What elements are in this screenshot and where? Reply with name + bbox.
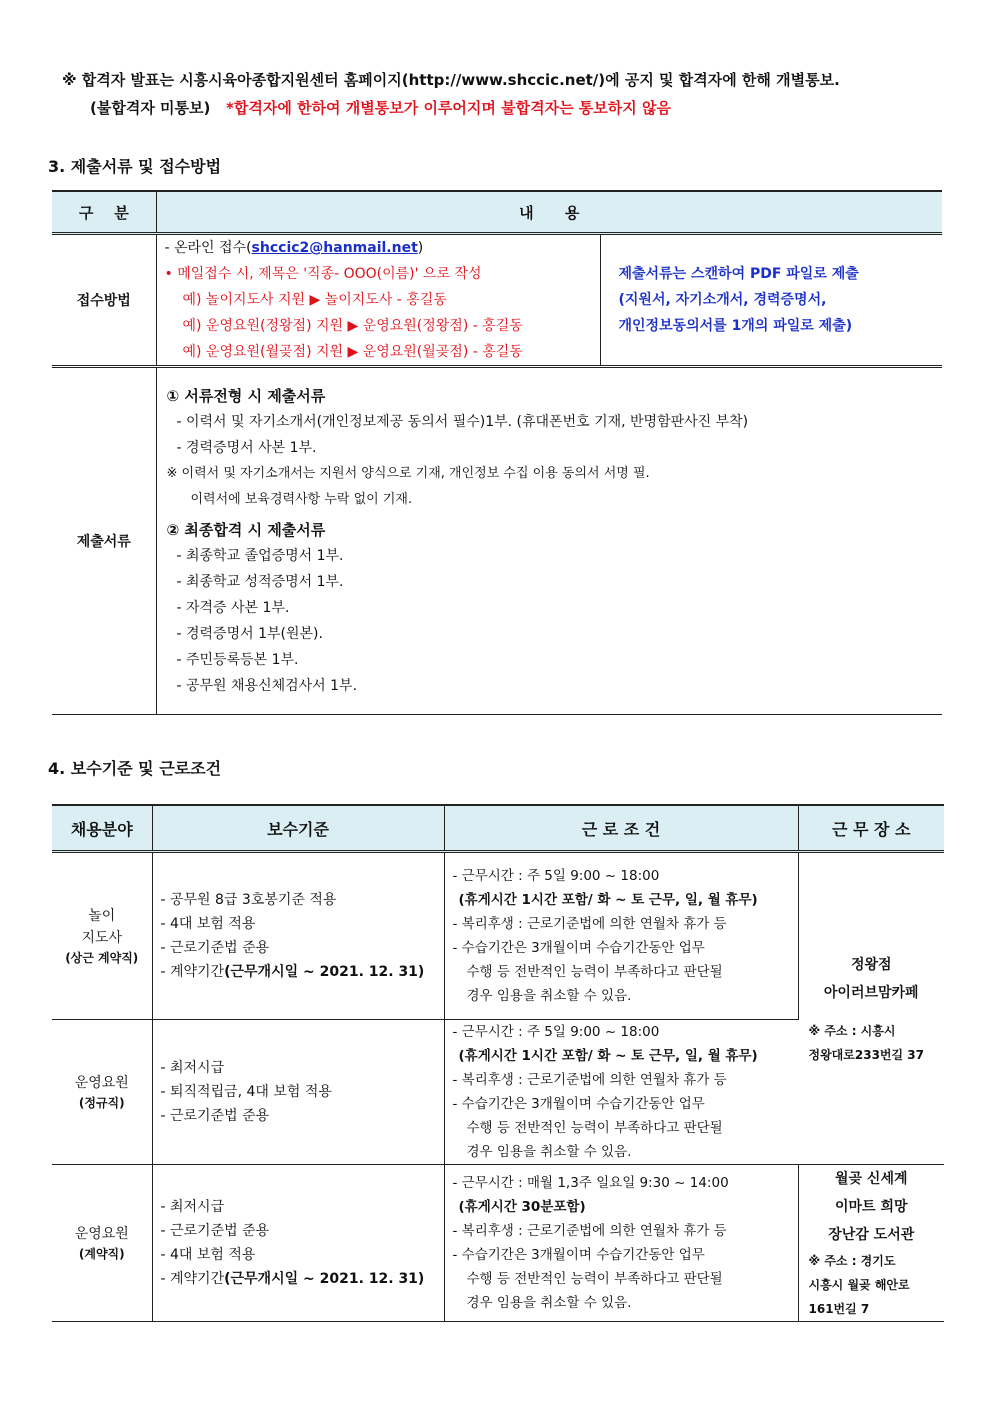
condition-item: - 수습기간은 3개월이며 수습기간동안 업무 bbox=[452, 1247, 705, 1263]
header-conditions: 근 로 조 건 bbox=[444, 805, 798, 852]
method-details bbox=[156, 234, 600, 367]
role-cell bbox=[52, 852, 152, 1020]
location-address: ※ 주소 : 경기도 bbox=[808, 1254, 896, 1268]
pay-item bbox=[153, 960, 444, 984]
location-name: 정왕점 bbox=[850, 956, 892, 973]
header-category: 구 분 bbox=[52, 191, 156, 234]
role-type: (계약직) bbox=[78, 1247, 125, 1261]
contract-label: - 계약기간 bbox=[160, 964, 225, 980]
stage1-item: - 이력서 및 자기소개서(개인정보제공 동의서 필수)1부. (휴대폰번호 기재, 반명함판사진 부착) bbox=[176, 414, 749, 430]
conditions-cell bbox=[444, 1165, 798, 1322]
location-name: 이마트 희망 bbox=[835, 1199, 908, 1215]
pay-item: - 근로기준법 준용 bbox=[160, 1108, 270, 1124]
email-link[interactable]: shccic2@hanmail.net bbox=[251, 240, 418, 256]
stage2-item: - 자격증 사본 1부. bbox=[176, 600, 290, 616]
note-line: 개인정보동의서를 1개의 파일로 제출) bbox=[618, 318, 853, 334]
location-name: 아이러브맘카페 bbox=[823, 984, 919, 1001]
condition-item: - 복리후생 : 근로기준법에 의한 연월차 휴가 등 bbox=[452, 916, 727, 932]
online-suffix: ) bbox=[417, 240, 424, 256]
location-cell bbox=[798, 1165, 944, 1322]
pay-item: - 공무원 8급 3호봉기준 적용 bbox=[160, 892, 337, 908]
example-line: 예) 놀이지도사 지원 ▶ 놀이지도사 - 홍길동 bbox=[182, 292, 447, 308]
pay-item bbox=[153, 1267, 444, 1291]
mail-subject-rule: • 메일접수 시, 제목은 '직종- OOO(이름)' 으로 작성 bbox=[164, 266, 482, 282]
table-row bbox=[52, 852, 944, 1020]
pay-cell bbox=[152, 852, 444, 1020]
header-content: 내 용 bbox=[156, 191, 942, 234]
table-row bbox=[52, 1165, 944, 1322]
stage1-item: - 경력증명서 사본 1부. bbox=[176, 440, 317, 456]
condition-item: - 복리후생 : 근로기준법에 의한 연월차 휴가 등 bbox=[452, 1223, 727, 1239]
pay-item: - 최저시급 bbox=[160, 1060, 225, 1076]
conditions-table bbox=[52, 804, 944, 1322]
location-address: 161번길 7 bbox=[808, 1302, 870, 1316]
pay-item: - 근로기준법 준용 bbox=[160, 1223, 270, 1239]
work-hours: - 근무시간 : 주 5일 9:00 ~ 18:00 bbox=[452, 1024, 660, 1040]
work-hours: - 근무시간 : 매월 1,3주 일요일 9:30 ~ 14:00 bbox=[452, 1175, 729, 1191]
pay-item: - 퇴직적립금, 4대 보험 적용 bbox=[160, 1084, 332, 1100]
stage2-item: - 주민등록등본 1부. bbox=[176, 652, 299, 668]
work-hours: - 근무시간 : 주 5일 9:00 ~ 18:00 bbox=[452, 868, 660, 884]
role-cell bbox=[52, 1020, 152, 1165]
stage2-item: - 공무원 채용신체검사서 1부. bbox=[176, 678, 358, 694]
pay-cell bbox=[152, 1020, 444, 1165]
section-3-title: 3. 제출서류 및 접수방법 bbox=[48, 157, 222, 176]
stage1-title: ① 서류전형 시 제출서류 bbox=[166, 387, 326, 405]
condition-item: 경우 임용을 취소할 수 있음. bbox=[466, 1295, 632, 1311]
conditions-cell bbox=[444, 852, 798, 1020]
location-address: 정왕대로233번길 37 bbox=[808, 1047, 924, 1062]
pay-item: - 근로기준법 준용 bbox=[160, 940, 270, 956]
contract-period: (근무개시일 ~ 2021. 12. 31) bbox=[224, 1271, 425, 1287]
contract-period: (근무개시일 ~ 2021. 12. 31) bbox=[224, 964, 425, 980]
stage2-title: ② 최종합격 시 제출서류 bbox=[166, 521, 326, 539]
role-type: (상근 계약직) bbox=[65, 951, 139, 965]
location-cell bbox=[798, 852, 944, 1165]
announcement-notice bbox=[62, 66, 962, 122]
condition-item: 수행 등 전반적인 능력이 부족하다고 판단될 bbox=[466, 1120, 723, 1136]
method-note bbox=[600, 234, 942, 367]
break-time: (휴게시간 1시간 포함/ 화 ~ 토 근무, 일, 월 휴무) bbox=[458, 892, 758, 908]
break-time: (휴게시간 30분포함) bbox=[458, 1199, 586, 1215]
notice-line-1: ※ 합격자 발표는 시흥시육아종합지원센터 홈페이지(http://www.shccic.net/)에 공지 및 합격자에 한해 개별통보. bbox=[62, 71, 840, 89]
role-name: 운영요원 bbox=[74, 1075, 129, 1091]
role-type: (정규직) bbox=[78, 1096, 125, 1110]
online-submission bbox=[165, 235, 600, 261]
condition-item: 경우 임용을 취소할 수 있음. bbox=[466, 1144, 632, 1160]
location-name: 월곶 신세계 bbox=[835, 1171, 908, 1187]
note-line: (지원서, 자기소개서, 경력증명서, bbox=[618, 292, 827, 308]
condition-item: 수행 등 전반적인 능력이 부족하다고 판단될 bbox=[466, 964, 723, 980]
role-name: 운영요원 bbox=[74, 1226, 129, 1242]
example-line: 예) 운영요원(월곶점) 지원 ▶ 운영요원(월곶점) - 홍길동 bbox=[182, 344, 523, 360]
notice-no-notify: (불합격자 미통보) bbox=[90, 99, 211, 117]
condition-item: 수행 등 전반적인 능력이 부족하다고 판단될 bbox=[466, 1271, 723, 1287]
header-pay: 보수기준 bbox=[152, 805, 444, 852]
documents-label: 제출서류 bbox=[52, 367, 156, 715]
pay-cell bbox=[152, 1165, 444, 1322]
pay-item: - 4대 보험 적용 bbox=[160, 916, 256, 932]
role-cell bbox=[52, 1165, 152, 1322]
contract-label: - 계약기간 bbox=[160, 1271, 225, 1287]
pay-item: - 4대 보험 적용 bbox=[160, 1247, 256, 1263]
submission-table bbox=[52, 190, 942, 715]
role-name: 놀이 bbox=[88, 908, 116, 924]
conditions-cell bbox=[444, 1020, 798, 1165]
break-time: (휴게시간 1시간 포함/ 화 ~ 토 근무, 일, 월 휴무) bbox=[458, 1048, 758, 1064]
pay-item: - 최저시급 bbox=[160, 1199, 225, 1215]
header-field: 채용분야 bbox=[52, 805, 152, 852]
stage2-item: - 최종학교 졸업증명서 1부. bbox=[176, 548, 344, 564]
stage1-note: 이력서에 보육경력사항 누락 없이 기재. bbox=[190, 492, 413, 507]
condition-item: - 수습기간은 3개월이며 수습기간동안 업무 bbox=[452, 1096, 705, 1112]
example-line: 예) 운영요원(정왕점) 지원 ▶ 운영요원(정왕점) - 홍길동 bbox=[182, 318, 523, 334]
location-address: ※ 주소 : 시흥시 bbox=[808, 1023, 896, 1038]
role-name: 지도사 bbox=[81, 930, 123, 946]
stage2-item: - 최종학교 성적증명서 1부. bbox=[176, 574, 344, 590]
condition-item: 경우 임용을 취소할 수 있음. bbox=[466, 988, 632, 1004]
location-address: 시흥시 월곶 해안로 bbox=[808, 1278, 910, 1292]
condition-item: - 수습기간은 3개월이며 수습기간동안 업무 bbox=[452, 940, 705, 956]
location-name: 장난감 도서관 bbox=[828, 1227, 915, 1243]
header-location: 근 무 장 소 bbox=[798, 805, 944, 852]
stage1-note: ※ 이력서 및 자기소개서는 지원서 양식으로 기재, 개인정보 수집 이용 동의서 서명 필. bbox=[166, 466, 650, 481]
section-4-title: 4. 보수기준 및 근로조건 bbox=[48, 759, 222, 778]
method-label: 접수방법 bbox=[52, 234, 156, 367]
online-prefix: - 온라인 접수( bbox=[164, 240, 252, 256]
documents-details bbox=[156, 367, 942, 715]
condition-item: - 복리후생 : 근로기준법에 의한 연월차 휴가 등 bbox=[452, 1072, 727, 1088]
stage2-item: - 경력증명서 1부(원본). bbox=[176, 626, 323, 642]
notice-red-warning: *합격자에 한하여 개별통보가 이루어지며 불합격자는 통보하지 않음 bbox=[226, 99, 671, 117]
notice-line-2 bbox=[62, 94, 962, 122]
note-line: 제출서류는 스캔하여 PDF 파일로 제출 bbox=[618, 266, 859, 282]
